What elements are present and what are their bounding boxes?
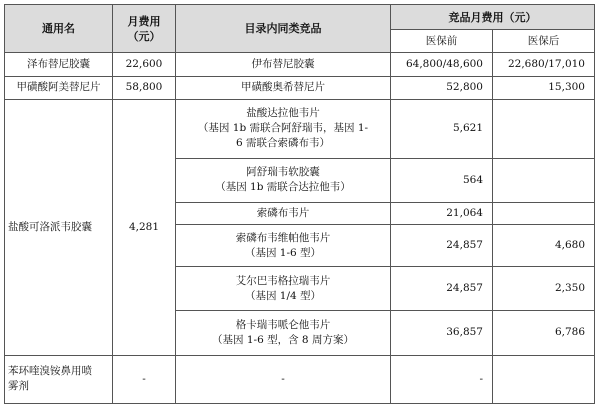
drug-name-line1: 苯环喹溴铵鼻用喷 — [8, 365, 92, 378]
competitor-name-line1: 阿舒瑞韦软胶囊 — [246, 166, 320, 179]
monthly-cost: 22,600 — [113, 53, 176, 76]
competitor-name-line1: 格卡瑞韦哌仑他韦片 — [235, 318, 331, 331]
drug-name: 泽布替尼胶囊 — [5, 53, 113, 76]
competitor-note: （基因 1-6 型，含 8 周方案） — [212, 333, 354, 346]
header-before-insurance: 医保前 — [391, 30, 493, 53]
competitor-name — [176, 224, 391, 266]
header-monthly-cost-line2: （元） — [127, 29, 161, 43]
competitor-name — [176, 99, 391, 158]
competitor-name — [176, 158, 391, 202]
competitor-name: 索磷布韦片 — [176, 202, 391, 224]
cost-before: 52,800 — [391, 76, 493, 99]
header-competitor-cost: 竞品月费用（元） — [391, 5, 595, 30]
cost-before: 21,064 — [391, 202, 493, 224]
cost-before: 36,857 — [391, 311, 493, 355]
drug-name: 盐酸可洛派韦胶囊 — [5, 99, 113, 355]
header-monthly-cost — [113, 5, 176, 53]
cost-before: 564 — [391, 158, 493, 202]
cost-after: 15,300 — [493, 76, 595, 99]
drug-name — [5, 355, 113, 404]
competitor-note: （基因 1b 需联合达拉他韦） — [215, 181, 351, 194]
cost-after — [493, 158, 595, 202]
drug-cost-table — [4, 4, 595, 404]
competitor-note: （基因 1/4 型） — [244, 289, 322, 302]
competitor-name — [176, 311, 391, 355]
cost-before: 24,857 — [391, 267, 493, 311]
drug-name: 甲磺酸阿美替尼片 — [5, 76, 113, 99]
competitor-name — [176, 267, 391, 311]
cost-before: 5,621 — [391, 99, 493, 158]
drug-name-line2: 雾剂 — [8, 380, 29, 393]
monthly-cost: - — [113, 355, 176, 404]
table-row — [5, 76, 595, 99]
cost-after: 22,680/17,010 — [493, 53, 595, 76]
table-row — [5, 53, 595, 76]
competitor-name: 甲磺酸奥希替尼片 — [176, 76, 391, 99]
cost-after: 6,786 — [493, 311, 595, 355]
monthly-cost: 4,281 — [113, 99, 176, 355]
competitor-note: （基因 1b 需联合阿舒瑞韦，基因 1- — [197, 122, 369, 135]
competitor-name: 伊布替尼胶囊 — [176, 53, 391, 76]
cost-after — [493, 355, 595, 404]
cost-after — [493, 99, 595, 158]
competitor-name-line1: 艾尔巴韦格拉瑞韦片 — [235, 274, 331, 287]
cost-after: 2,350 — [493, 267, 595, 311]
header-after-insurance: 医保后 — [493, 30, 595, 53]
cost-before: 24,857 — [391, 224, 493, 266]
monthly-cost: 58,800 — [113, 76, 176, 99]
competitor-name-line1: 索磷布韦维帕他韦片 — [235, 231, 331, 244]
cost-after: 4,680 — [493, 224, 595, 266]
cost-before: - — [391, 355, 493, 404]
table-row — [5, 99, 595, 158]
header-monthly-cost-line1: 月费用 — [127, 14, 161, 28]
competitor-note: 6 需联合索磷布韦） — [235, 137, 331, 150]
cost-after — [493, 202, 595, 224]
competitor-name: - — [176, 355, 391, 404]
competitor-name-line1: 盐酸达拉他韦片 — [246, 107, 320, 120]
cost-before: 64,800/48,600 — [391, 53, 493, 76]
header-competitor: 目录内同类竞品 — [176, 5, 391, 53]
header-generic-name: 通用名 — [5, 5, 113, 53]
table-row — [5, 355, 595, 404]
competitor-note: （基因 1-6 型） — [244, 246, 322, 259]
